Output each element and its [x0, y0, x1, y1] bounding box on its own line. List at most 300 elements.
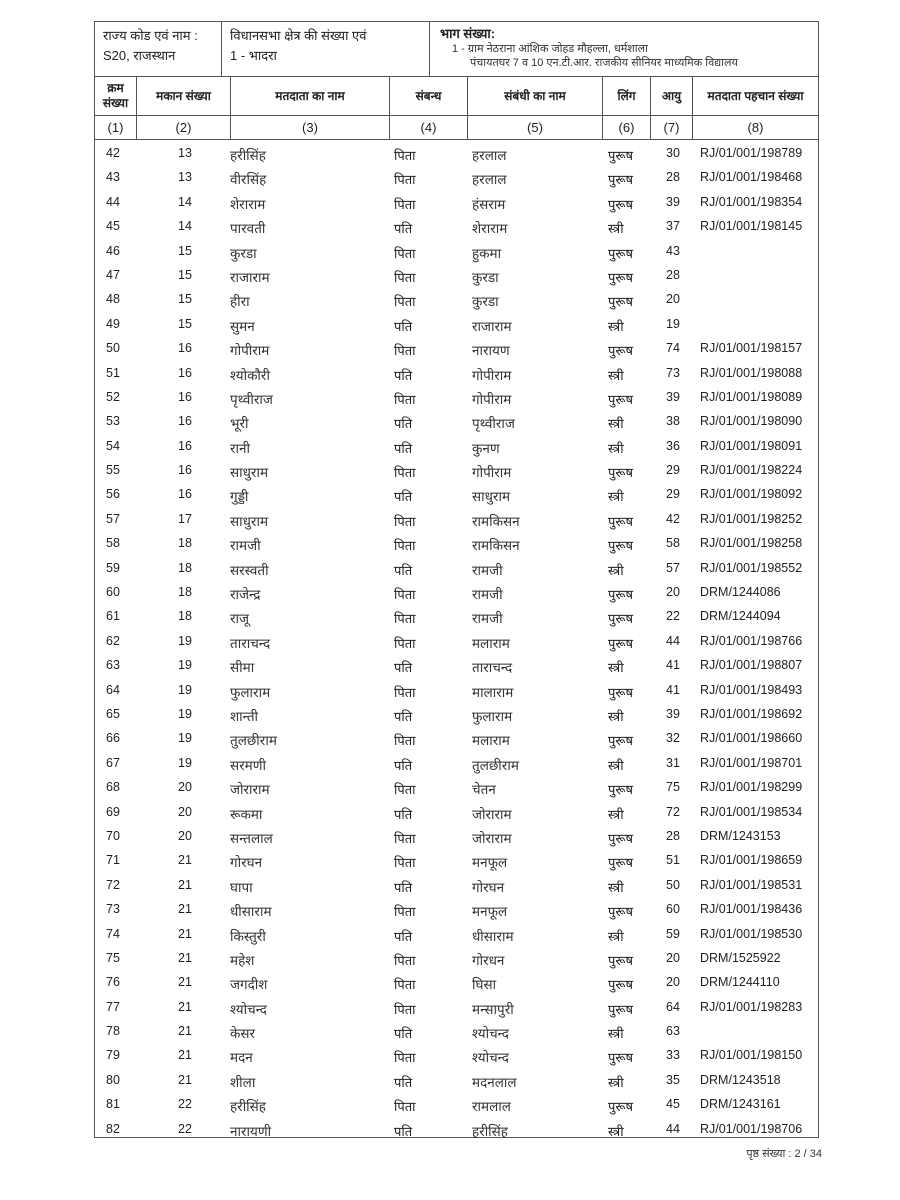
voter-id: RJ/01/001/198088: [700, 365, 803, 380]
voter-name: साधुराम: [230, 465, 269, 481]
house-number: 19: [178, 658, 192, 673]
house-number: 21: [178, 926, 192, 941]
voter-id: RJ/01/001/198091: [700, 438, 803, 453]
serial-number: 81: [106, 1097, 120, 1112]
gender: पुरूष: [608, 245, 633, 261]
serial-number: 72: [106, 877, 120, 892]
serial-number: 79: [106, 1048, 120, 1063]
gender: पुरूष: [608, 1001, 633, 1017]
serial-number: 68: [106, 780, 120, 795]
gender: पुरूष: [608, 904, 633, 920]
age: 73: [666, 365, 680, 380]
house-number: 22: [178, 1121, 192, 1136]
gender: स्त्री: [608, 1026, 624, 1042]
house-number: 14: [178, 194, 192, 209]
serial-number: 77: [106, 999, 120, 1014]
age: 20: [666, 975, 680, 990]
serial-number: 59: [106, 560, 120, 575]
serial-number: 54: [106, 438, 120, 453]
relation-type: पिता: [394, 196, 416, 212]
relation-type: पति: [394, 489, 413, 505]
relative-name: पृथ्वीराज: [472, 416, 515, 432]
col-gender-label: लिंग: [603, 77, 651, 115]
serial-number: 43: [106, 170, 120, 185]
relative-name: रामजी: [472, 587, 503, 603]
voter-id: RJ/01/001/198299: [700, 780, 803, 795]
house-number: 19: [178, 755, 192, 770]
age: 64: [666, 999, 680, 1014]
gender: पुरूष: [608, 391, 633, 407]
relation-type: पति: [394, 318, 413, 334]
relative-name: रामलाल: [472, 1099, 511, 1115]
house-number: 19: [178, 682, 192, 697]
voter-id: DRM/1244110: [700, 975, 780, 990]
voter-name: शान्ती: [230, 708, 259, 724]
house-number: 21: [178, 877, 192, 892]
voter-name: पृथ्वीराज: [230, 391, 273, 407]
relative-name: गोपीराम: [472, 367, 512, 383]
voter-id: RJ/01/001/198552: [700, 560, 803, 575]
column-labels: [95, 77, 818, 116]
relation-type: पिता: [394, 343, 416, 359]
gender: स्त्री: [608, 757, 624, 773]
table-row: [94, 1021, 819, 1045]
table-row: [94, 1045, 819, 1069]
gender: पुरूष: [608, 269, 633, 285]
relation-type: पिता: [394, 172, 416, 188]
house-number: 21: [178, 1072, 192, 1087]
relation-type: पति: [394, 416, 413, 432]
voter-id: RJ/01/001/198145: [700, 219, 803, 234]
table-row: [94, 314, 819, 338]
serial-number: 65: [106, 706, 120, 721]
voter-name: सरमणी: [230, 757, 266, 773]
gender: पुरूष: [608, 538, 633, 554]
voter-name: किस्तुरी: [230, 928, 266, 944]
serial-number: 48: [106, 292, 120, 307]
relative-name: साधुराम: [472, 489, 511, 505]
gender: पुरूष: [608, 611, 633, 627]
relative-name: गोपीराम: [472, 391, 512, 407]
gender: पुरूष: [608, 635, 633, 651]
table-row: [94, 631, 819, 655]
relative-name: गोपीराम: [472, 465, 512, 481]
house-number: 16: [178, 487, 192, 502]
relative-name: रामजी: [472, 562, 503, 578]
relative-name: मनफूल: [472, 855, 508, 871]
voter-id: DRM/1244094: [700, 609, 781, 624]
relative-name: गोरधन: [472, 952, 505, 968]
voter-id: RJ/01/001/198436: [700, 902, 803, 917]
voter-id: RJ/01/001/198807: [700, 658, 803, 673]
age: 38: [666, 414, 680, 429]
voter-name: धीसाराम: [230, 904, 272, 920]
voter-name: गोरघन: [230, 855, 263, 871]
voter-id: RJ/01/001/198150: [700, 1048, 803, 1063]
voter-name: हरीसिंह: [230, 148, 266, 163]
serial-number: 63: [106, 658, 120, 673]
voter-name: नारायणी: [230, 1123, 272, 1139]
voter-id: DRM/1243161: [700, 1097, 781, 1112]
part-line-1: 1 - ग्राम नेठराना आंशिक जोहड मौहल्ला, धर्मशाला: [452, 43, 648, 55]
age: 44: [666, 1121, 680, 1136]
relation-type: पिता: [394, 245, 416, 261]
relation-type: पिता: [394, 904, 416, 920]
age: 72: [666, 804, 680, 819]
gender: पुरूष: [608, 196, 633, 212]
serial-number: 61: [106, 609, 120, 624]
table-row: [94, 338, 819, 362]
gender: स्त्री: [608, 879, 624, 895]
serial-number: 46: [106, 243, 120, 258]
serial-number: 80: [106, 1072, 120, 1087]
voter-id: RJ/01/001/198534: [700, 804, 803, 819]
gender: पुरूष: [608, 830, 633, 846]
serial-number: 58: [106, 536, 120, 551]
voter-name: शीला: [230, 1074, 256, 1090]
gender: स्त्री: [608, 928, 624, 944]
house-number: 21: [178, 902, 192, 917]
house-number: 22: [178, 1097, 192, 1112]
age: 35: [666, 1072, 680, 1087]
relative-name: हरलाल: [472, 172, 507, 188]
relation-type: पिता: [394, 391, 416, 407]
relation-type: पति: [394, 221, 413, 237]
serial-number: 60: [106, 585, 120, 600]
voter-name: फुलाराम: [230, 684, 271, 700]
voter-id: RJ/01/001/198252: [700, 511, 803, 526]
serial-number: 67: [106, 755, 120, 770]
voter-id: DRM/1243518: [700, 1072, 781, 1087]
gender: स्त्री: [608, 318, 624, 334]
house-number: 21: [178, 1048, 192, 1063]
house-number: 18: [178, 609, 192, 624]
age: 51: [666, 853, 680, 868]
relation-type: पति: [394, 1026, 413, 1042]
serial-number: 49: [106, 316, 120, 331]
age: 29: [666, 463, 680, 478]
gender: स्त्री: [608, 416, 624, 432]
relation-type: पिता: [394, 830, 416, 846]
relative-name: मालाराम: [472, 684, 514, 700]
age: 42: [666, 511, 680, 526]
serial-number: 78: [106, 1024, 120, 1039]
serial-number: 50: [106, 341, 120, 356]
house-number: 16: [178, 341, 192, 356]
gender: स्त्री: [608, 1074, 624, 1090]
table-row: [94, 972, 819, 996]
age: 28: [666, 170, 680, 185]
serial-number: 62: [106, 633, 120, 648]
gender: पुरूष: [608, 513, 633, 529]
voter-id: RJ/01/001/198660: [700, 731, 803, 746]
house-number: 16: [178, 438, 192, 453]
table-row: [94, 777, 819, 801]
voter-name: साधुराम: [230, 513, 269, 529]
house-number: 21: [178, 999, 192, 1014]
state-value: S20, राजस्थान: [103, 48, 176, 63]
house-number: 14: [178, 219, 192, 234]
voter-id: DRM/1243153: [700, 828, 781, 843]
table-row: [94, 704, 819, 728]
voter-name: जगदीश: [230, 977, 268, 993]
serial-number: 66: [106, 731, 120, 746]
house-number: 21: [178, 1024, 192, 1039]
relative-name: चेतन: [472, 782, 496, 798]
relative-name: रामकिसन: [472, 513, 520, 529]
relative-name: श्योचन्द: [472, 1050, 509, 1066]
house-number: 16: [178, 365, 192, 380]
col-house-num: (2): [137, 116, 231, 139]
relative-name: रामकिसन: [472, 538, 520, 554]
voter-id: DRM/1244086: [700, 585, 781, 600]
relation-type: पति: [394, 708, 413, 724]
relative-name: कुनण: [472, 440, 500, 456]
col-serial-label: क्रम संख्या: [95, 77, 137, 115]
serial-number: 47: [106, 267, 120, 282]
table-row: [94, 606, 819, 630]
age: 28: [666, 828, 680, 843]
relation-type: पति: [394, 1074, 413, 1090]
table-row: [94, 363, 819, 387]
col-relative-label: संबंधी का नाम: [468, 77, 603, 115]
col-epic-label: मतदाता पहचान संख्या: [707, 88, 804, 103]
voter-name: सीमा: [230, 660, 255, 676]
gender: पुरूष: [608, 1050, 633, 1066]
table-row: [94, 143, 819, 167]
table-row: [94, 728, 819, 752]
table-row: [94, 899, 819, 923]
gender: पुरूष: [608, 977, 633, 993]
assembly-value: 1 - भादरा: [230, 48, 277, 63]
relation-type: पिता: [394, 148, 416, 163]
table-row: [94, 1070, 819, 1094]
relative-name: कुरडा: [472, 294, 499, 310]
relation-type: पिता: [394, 513, 416, 529]
col-relative-num: (5): [468, 116, 603, 139]
table-row: [94, 411, 819, 435]
voter-name: महेश: [230, 952, 255, 968]
age: 32: [666, 731, 680, 746]
voter-name: भूरी: [230, 416, 249, 432]
voter-id: RJ/01/001/198659: [700, 853, 803, 868]
relation-type: पिता: [394, 269, 416, 285]
gender: पुरूष: [608, 587, 633, 603]
age: 43: [666, 243, 680, 258]
relation-type: पिता: [394, 952, 416, 968]
serial-number: 57: [106, 511, 120, 526]
voter-table-body: [94, 143, 819, 1143]
col-epic-num: (8): [747, 120, 764, 135]
relation-type: पिता: [394, 855, 416, 871]
gender: पुरूष: [608, 782, 633, 798]
voter-name: रामजी: [230, 538, 261, 554]
age: 50: [666, 877, 680, 892]
age: 41: [666, 682, 680, 697]
voter-name: श्योचन्द: [230, 1001, 267, 1017]
house-number: 15: [178, 292, 192, 307]
table-row: [94, 802, 819, 826]
table-row: [94, 289, 819, 313]
table-row: [94, 924, 819, 948]
relative-name: मदनलाल: [472, 1074, 517, 1090]
age: 45: [666, 1097, 680, 1112]
relative-name: मन्सापुरी: [472, 1001, 514, 1017]
gender: पुरूष: [608, 1099, 633, 1115]
age: 30: [666, 146, 680, 160]
house-number: 15: [178, 243, 192, 258]
relative-name: नारायण: [472, 343, 510, 359]
table-row: [94, 241, 819, 265]
relative-name: फुलाराम: [472, 708, 513, 724]
serial-number: 73: [106, 902, 120, 917]
serial-number: 70: [106, 828, 120, 843]
age: 74: [666, 341, 680, 356]
gender: पुरूष: [608, 294, 633, 310]
serial-number: 51: [106, 365, 120, 380]
voter-name: जोराराम: [230, 782, 270, 798]
relative-name: राजाराम: [472, 318, 512, 334]
relation-type: पिता: [394, 733, 416, 749]
relation-type: पति: [394, 1123, 413, 1139]
relative-name: जोराराम: [472, 806, 512, 822]
age: 28: [666, 267, 680, 282]
serial-number: 52: [106, 389, 120, 404]
table-row: [94, 509, 819, 533]
voter-name: मदन: [230, 1050, 253, 1066]
age: 20: [666, 585, 680, 600]
voter-name: हरीसिंह: [230, 1099, 266, 1115]
gender: पुरूष: [608, 343, 633, 359]
table-row: [94, 167, 819, 191]
age: 29: [666, 487, 680, 502]
table-row: [94, 655, 819, 679]
house-number: 13: [178, 170, 192, 185]
voter-id: RJ/01/001/198701: [700, 755, 803, 770]
relation-type: पति: [394, 367, 413, 383]
col-relation-label: संबन्ध: [390, 77, 468, 115]
gender: पुरूष: [608, 684, 633, 700]
voter-id: RJ/01/001/198766: [700, 633, 803, 648]
age: 57: [666, 560, 680, 575]
voter-name: शेराराम: [230, 196, 266, 212]
serial-number: 75: [106, 950, 120, 965]
house-number: 17: [178, 511, 192, 526]
col-relation-num: (4): [390, 116, 468, 139]
col-name-label: मतदाता का नाम: [231, 77, 390, 115]
house-number: 16: [178, 414, 192, 429]
relative-name: घिसा: [472, 977, 497, 993]
table-row: [94, 460, 819, 484]
relation-type: पिता: [394, 538, 416, 554]
relative-name: धीसाराम: [472, 928, 514, 944]
voter-id: RJ/01/001/198706: [700, 1121, 803, 1136]
relation-type: पिता: [394, 465, 416, 481]
relation-type: पिता: [394, 587, 416, 603]
relative-name: शेराराम: [472, 221, 508, 237]
voter-id: RJ/01/001/198089: [700, 389, 803, 404]
house-number: 19: [178, 706, 192, 721]
relative-name: जोराराम: [472, 830, 512, 846]
gender: स्त्री: [608, 1123, 624, 1139]
voter-id: RJ/01/001/198092: [700, 487, 803, 502]
voter-id: RJ/01/001/198283: [700, 999, 803, 1014]
gender: पुरूष: [608, 952, 633, 968]
relative-name: हुकमा: [472, 245, 502, 261]
table-row: [94, 387, 819, 411]
table-row: [94, 997, 819, 1021]
house-number: 15: [178, 267, 192, 282]
part-line-2: पंचायतघर 7 व 10 एन.टी.आर. राजकीय सीनियर माध्यमिक विद्यालय: [470, 57, 738, 69]
relation-type: पिता: [394, 977, 416, 993]
table-row: [94, 1119, 819, 1143]
relation-type: पति: [394, 440, 413, 456]
relative-name: श्योचन्द: [472, 1026, 509, 1042]
table-row: [94, 533, 819, 557]
assembly-cell: [222, 22, 430, 76]
column-numbers: [95, 116, 818, 139]
gender: स्त्री: [608, 440, 624, 456]
age: 39: [666, 194, 680, 209]
table-row: [94, 680, 819, 704]
house-number: 15: [178, 316, 192, 331]
assembly-label: विधानसभा क्षेत्र की संख्या एवं: [230, 28, 367, 43]
age: 41: [666, 658, 680, 673]
column-header: [94, 76, 819, 140]
house-number: 21: [178, 975, 192, 990]
house-number: 19: [178, 633, 192, 648]
house-number: 18: [178, 560, 192, 575]
serial-number: 74: [106, 926, 120, 941]
age: 59: [666, 926, 680, 941]
house-number: 13: [178, 146, 192, 160]
relative-name: कुरडा: [472, 269, 499, 285]
col-age-label: आयु: [651, 77, 693, 115]
part-label: भाग संख्या:: [440, 26, 496, 41]
gender: स्त्री: [608, 660, 624, 676]
relation-type: पिता: [394, 1099, 416, 1115]
voter-id: RJ/01/001/198493: [700, 682, 803, 697]
col-age-num: (7): [651, 116, 693, 139]
serial-number: 55: [106, 463, 120, 478]
age: 75: [666, 780, 680, 795]
col-gender-num: (6): [603, 116, 651, 139]
table-row: [94, 558, 819, 582]
house-number: 21: [178, 950, 192, 965]
relative-name: हरलाल: [472, 148, 507, 163]
voter-name: घापा: [230, 879, 253, 895]
state-label: राज्य कोड एवं नाम :: [103, 28, 198, 43]
voter-id: RJ/01/001/198157: [700, 341, 803, 356]
relation-type: पिता: [394, 1050, 416, 1066]
age: 20: [666, 292, 680, 307]
voter-id: RJ/01/001/198692: [700, 706, 803, 721]
serial-number: 82: [106, 1121, 120, 1136]
serial-number: 45: [106, 219, 120, 234]
gender: पुरूष: [608, 172, 633, 188]
gender: पुरूष: [608, 855, 633, 871]
relation-type: पिता: [394, 1001, 416, 1017]
relative-name: रामजी: [472, 611, 503, 627]
serial-number: 76: [106, 975, 120, 990]
relation-type: पति: [394, 562, 413, 578]
gender: स्त्री: [608, 221, 624, 237]
age: 22: [666, 609, 680, 624]
serial-number: 56: [106, 487, 120, 502]
col-name-num: (3): [231, 116, 390, 139]
voter-name: श्योकौरी: [230, 367, 270, 383]
relation-type: पति: [394, 757, 413, 773]
